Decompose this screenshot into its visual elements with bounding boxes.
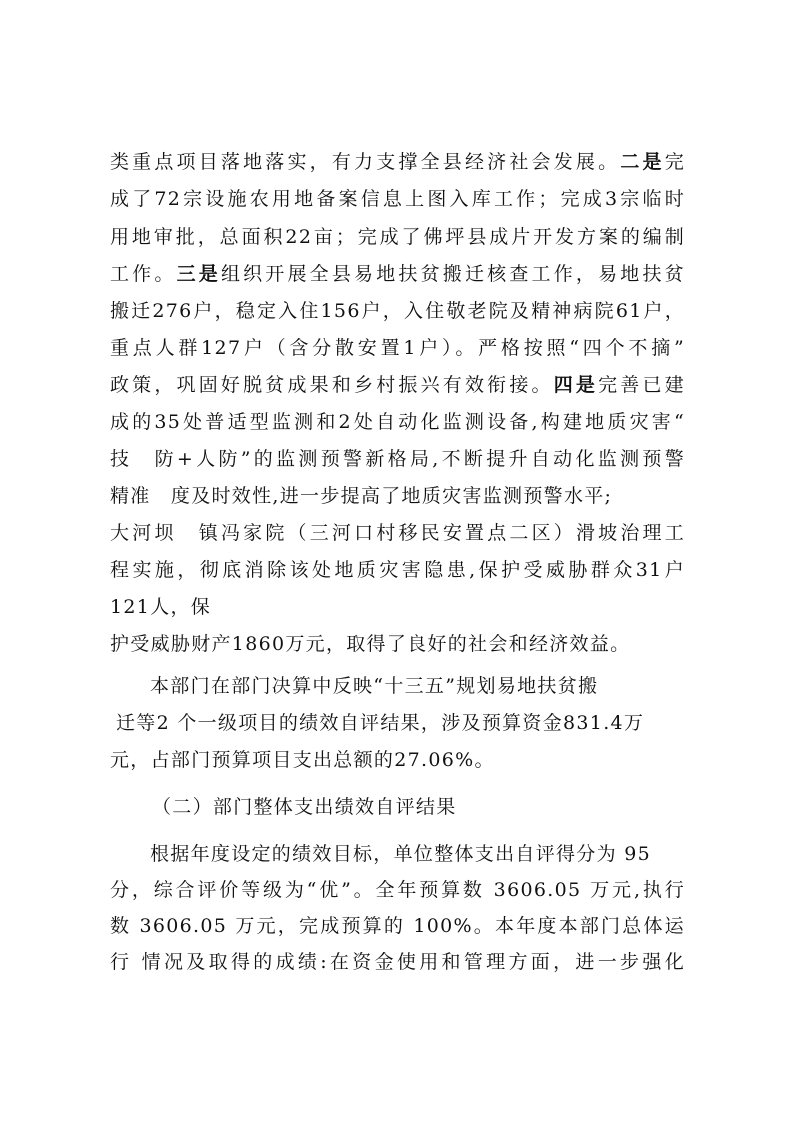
text-line: 搬迁276户，稳定入住156户，入住敬老院及精神病院61户， <box>110 300 685 322</box>
text-line: 成了72宗设施农用地备案信息上图入库工作；完成3宗临时 <box>110 188 685 210</box>
text-line: 成的35处普适型监测和2处自动化监测设备,构建地质灾害“ <box>110 411 685 433</box>
bold-label: 三是 <box>176 263 221 285</box>
text-line: 121人，保 <box>110 596 212 618</box>
text-line: 数 3606.05 万元，完成预算的 100%。本年度本部门总体运 <box>110 915 685 937</box>
text-line: 护受威胁财产1860万元，取得了良好的社会和经济效益。 <box>110 633 631 655</box>
text-line: 技 防+人防”的监测预警新格局,不断提升自动化监测预警 <box>110 448 685 470</box>
text-line: 大河坝 镇冯家院（三河口村移民安置点二区）滑坡治理工 <box>110 522 685 544</box>
text-line: 用地审批，总面积22亩；完成了佛坪县成片开发方案的编制 <box>110 226 685 248</box>
text-run: 完 <box>664 151 685 173</box>
text-line: 行 情况及取得的成绩:在资金使用和管理方面，进一步强化 <box>110 951 685 973</box>
text-line <box>110 150 685 174</box>
text-run: 政策，巩固好脱贫成果和乡村振兴有效衔接。 <box>110 374 554 396</box>
text-line: 元，占部门预算项目支出总额的27.06%。 <box>110 749 495 771</box>
bold-label: 四是 <box>553 374 599 396</box>
text-run: 类重点项目落地落实，有力支撑全县经济社会发展。 <box>110 151 621 173</box>
text-line: 重点人群127户（含分散安置1户）。严格按照“四个不摘” <box>110 337 685 359</box>
section-heading: （二）部门整体支出绩效自评结果 <box>152 796 457 818</box>
paragraph-first-line: 根据年度设定的绩效目标，单位整体支出自评得分为 95 <box>150 843 652 865</box>
text-line: 精准 度及时效性,进一步提高了地质灾害监测预警水平; <box>110 485 613 507</box>
text-run: 完善已建 <box>598 374 685 396</box>
text-line <box>110 262 685 286</box>
text-run: 工作。 <box>110 263 177 285</box>
text-run: 组织开展全县易地扶贫搬迁核查工作，易地扶贫 <box>220 263 685 285</box>
paragraph-first-line: 本部门在部门决算中反映“十三五”规划易地扶贫搬 <box>150 675 599 697</box>
bold-label: 二是 <box>620 151 665 173</box>
text-line: 分，综合评价等级为“优”。全年预算数 3606.05 万元,执行 <box>110 879 685 901</box>
text-line: 程实施，彻底消除该处地质灾害隐患,保护受威胁群众31户 <box>110 559 685 581</box>
text-line: 迁等2 个一级项目的绩效自评结果，涉及预算资金831.4万 <box>116 712 645 734</box>
text-line <box>110 373 685 397</box>
